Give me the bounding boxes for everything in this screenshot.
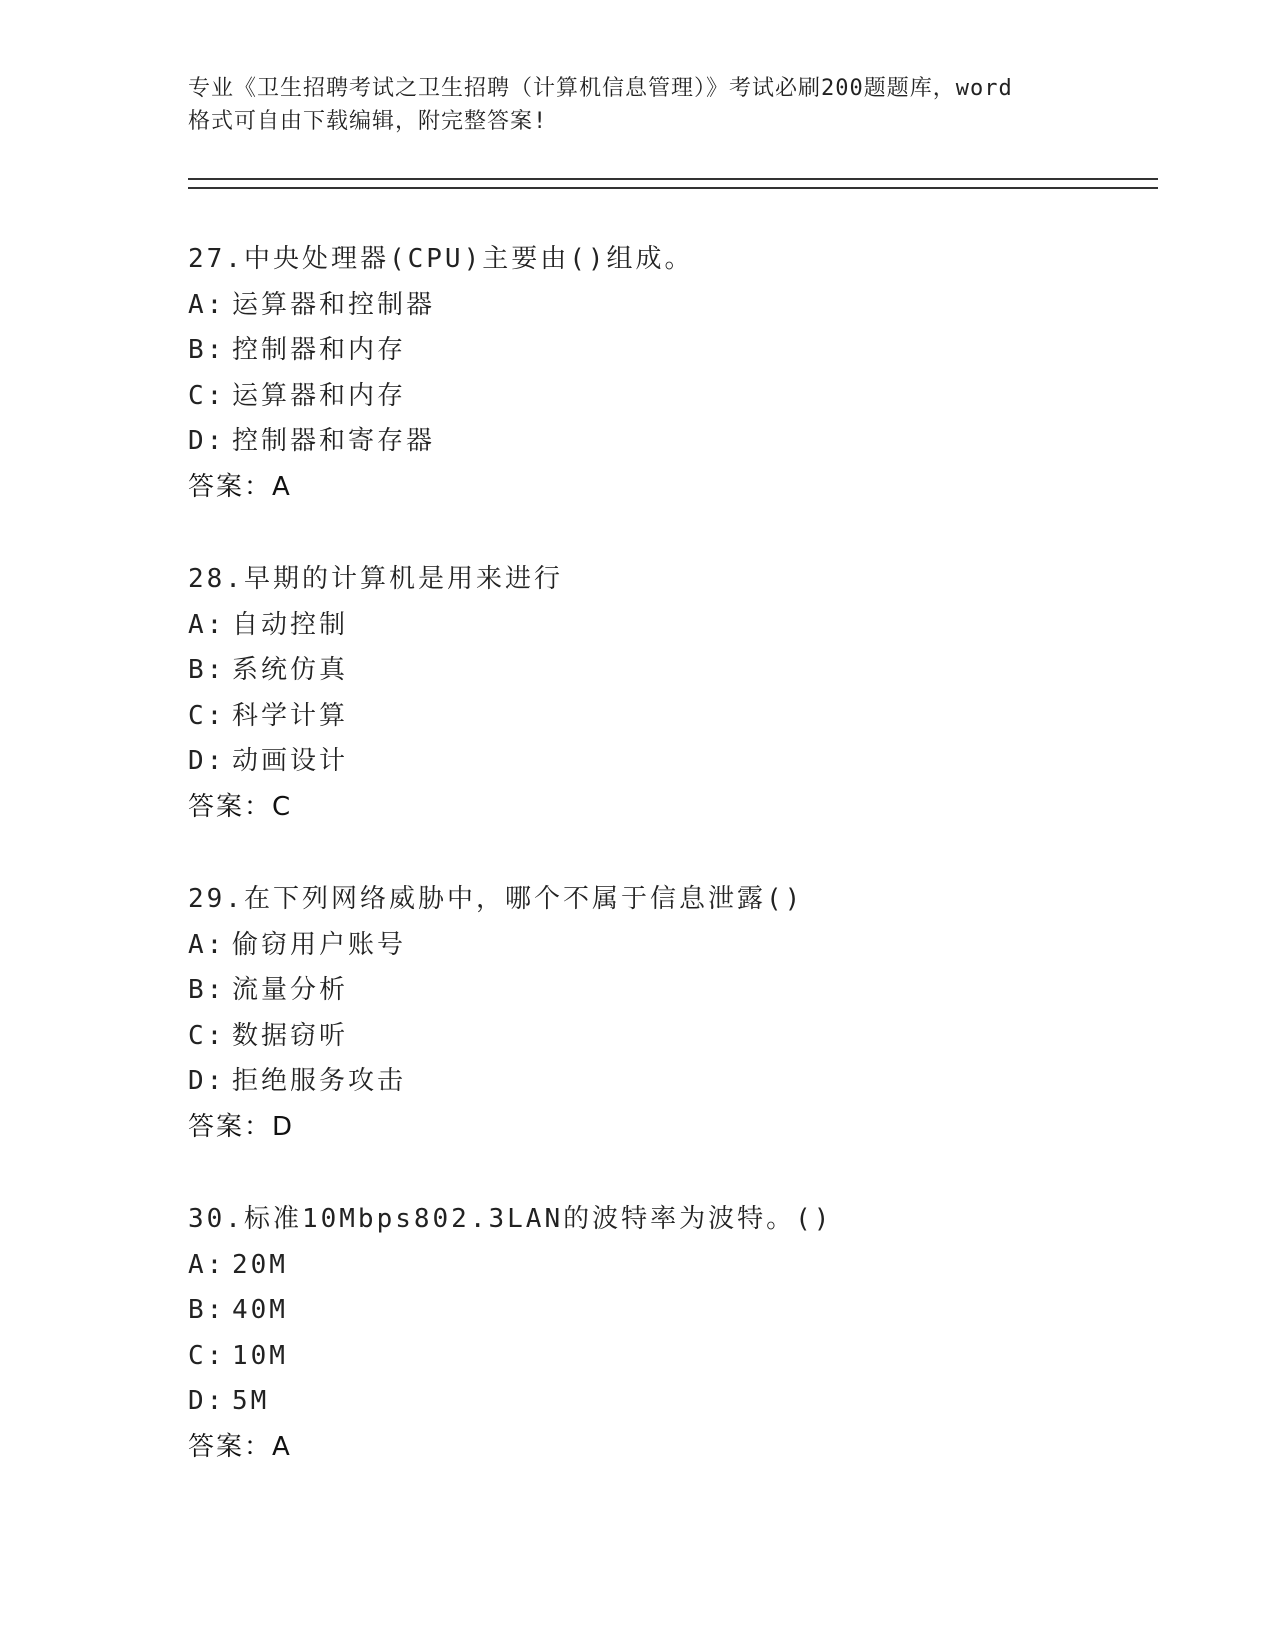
option-text: 偷窃用户账号 (232, 929, 407, 960)
option-text: 科学计算 (232, 700, 349, 731)
option-key: D: (188, 1386, 226, 1416)
option-key: D: (188, 1066, 226, 1096)
question-27 (188, 237, 1148, 557)
answer-line: 答案：D (188, 1111, 295, 1142)
header-line-2: 格式可自由下载编辑，附完整答案! (188, 109, 548, 134)
question-list (188, 237, 1148, 1517)
option-c (188, 374, 1148, 420)
option-c (188, 1334, 1148, 1380)
option-key: B: (188, 335, 226, 365)
option-key: D: (188, 426, 226, 456)
question-30 (188, 1197, 1148, 1517)
option-text: 控制器和寄存器 (232, 426, 436, 456)
question-29 (188, 877, 1148, 1197)
option-key: D: (188, 746, 226, 776)
option-key: B: (188, 975, 226, 1005)
option-a (188, 283, 1148, 329)
option-text: 40M (232, 1295, 288, 1325)
option-text: 运算器和内存 (232, 380, 407, 411)
option-text: 20M (232, 1249, 288, 1280)
option-b (188, 648, 1148, 694)
option-text: 控制器和内存 (232, 335, 407, 365)
option-b (188, 328, 1148, 374)
option-b (188, 1288, 1148, 1334)
option-text: 动画设计 (232, 746, 349, 776)
option-key: C: (188, 1020, 226, 1051)
answer-line: 答案：C (188, 791, 293, 822)
option-text: 自动控制 (232, 609, 349, 640)
document-header (188, 72, 1088, 138)
question-stem: 30.标准10Mbps802.3LAN的波特率为波特。() (188, 1204, 833, 1234)
option-c (188, 694, 1148, 740)
option-key: A: (188, 929, 226, 960)
header-line-1: 专业《卫生招聘考试之卫生招聘（计算机信息管理）》考试必刷200题题库，word (188, 76, 1013, 101)
option-d (188, 419, 1148, 465)
option-text: 拒绝服务攻击 (232, 1066, 407, 1096)
option-d (188, 1059, 1148, 1105)
option-d (188, 739, 1148, 785)
option-text: 5M (232, 1386, 270, 1416)
option-b (188, 968, 1148, 1014)
option-d (188, 1379, 1148, 1425)
option-key: A: (188, 609, 226, 640)
option-a (188, 1243, 1148, 1289)
option-a (188, 603, 1148, 649)
option-key: A: (188, 1249, 226, 1280)
option-key: B: (188, 655, 226, 685)
option-a (188, 923, 1148, 969)
answer-line: 答案：A (188, 471, 292, 502)
question-stem: 27.中央处理器(CPU)主要由()组成。 (188, 244, 694, 274)
question-stem: 29.在下列网络威胁中，哪个不属于信息泄露() (188, 884, 804, 914)
option-key: C: (188, 380, 226, 411)
option-key: A: (188, 289, 226, 320)
answer-line: 答案：A (188, 1431, 292, 1462)
header-divider (188, 178, 1158, 189)
question-stem: 28.早期的计算机是用来进行 (188, 564, 563, 594)
option-text: 流量分析 (232, 975, 349, 1005)
option-text: 运算器和控制器 (232, 289, 436, 320)
option-c (188, 1014, 1148, 1060)
option-key: B: (188, 1295, 226, 1325)
question-28 (188, 557, 1148, 877)
option-key: C: (188, 700, 226, 731)
option-text: 10M (232, 1340, 288, 1371)
option-text: 数据窃听 (232, 1020, 349, 1051)
option-text: 系统仿真 (232, 655, 349, 685)
option-key: C: (188, 1340, 226, 1371)
